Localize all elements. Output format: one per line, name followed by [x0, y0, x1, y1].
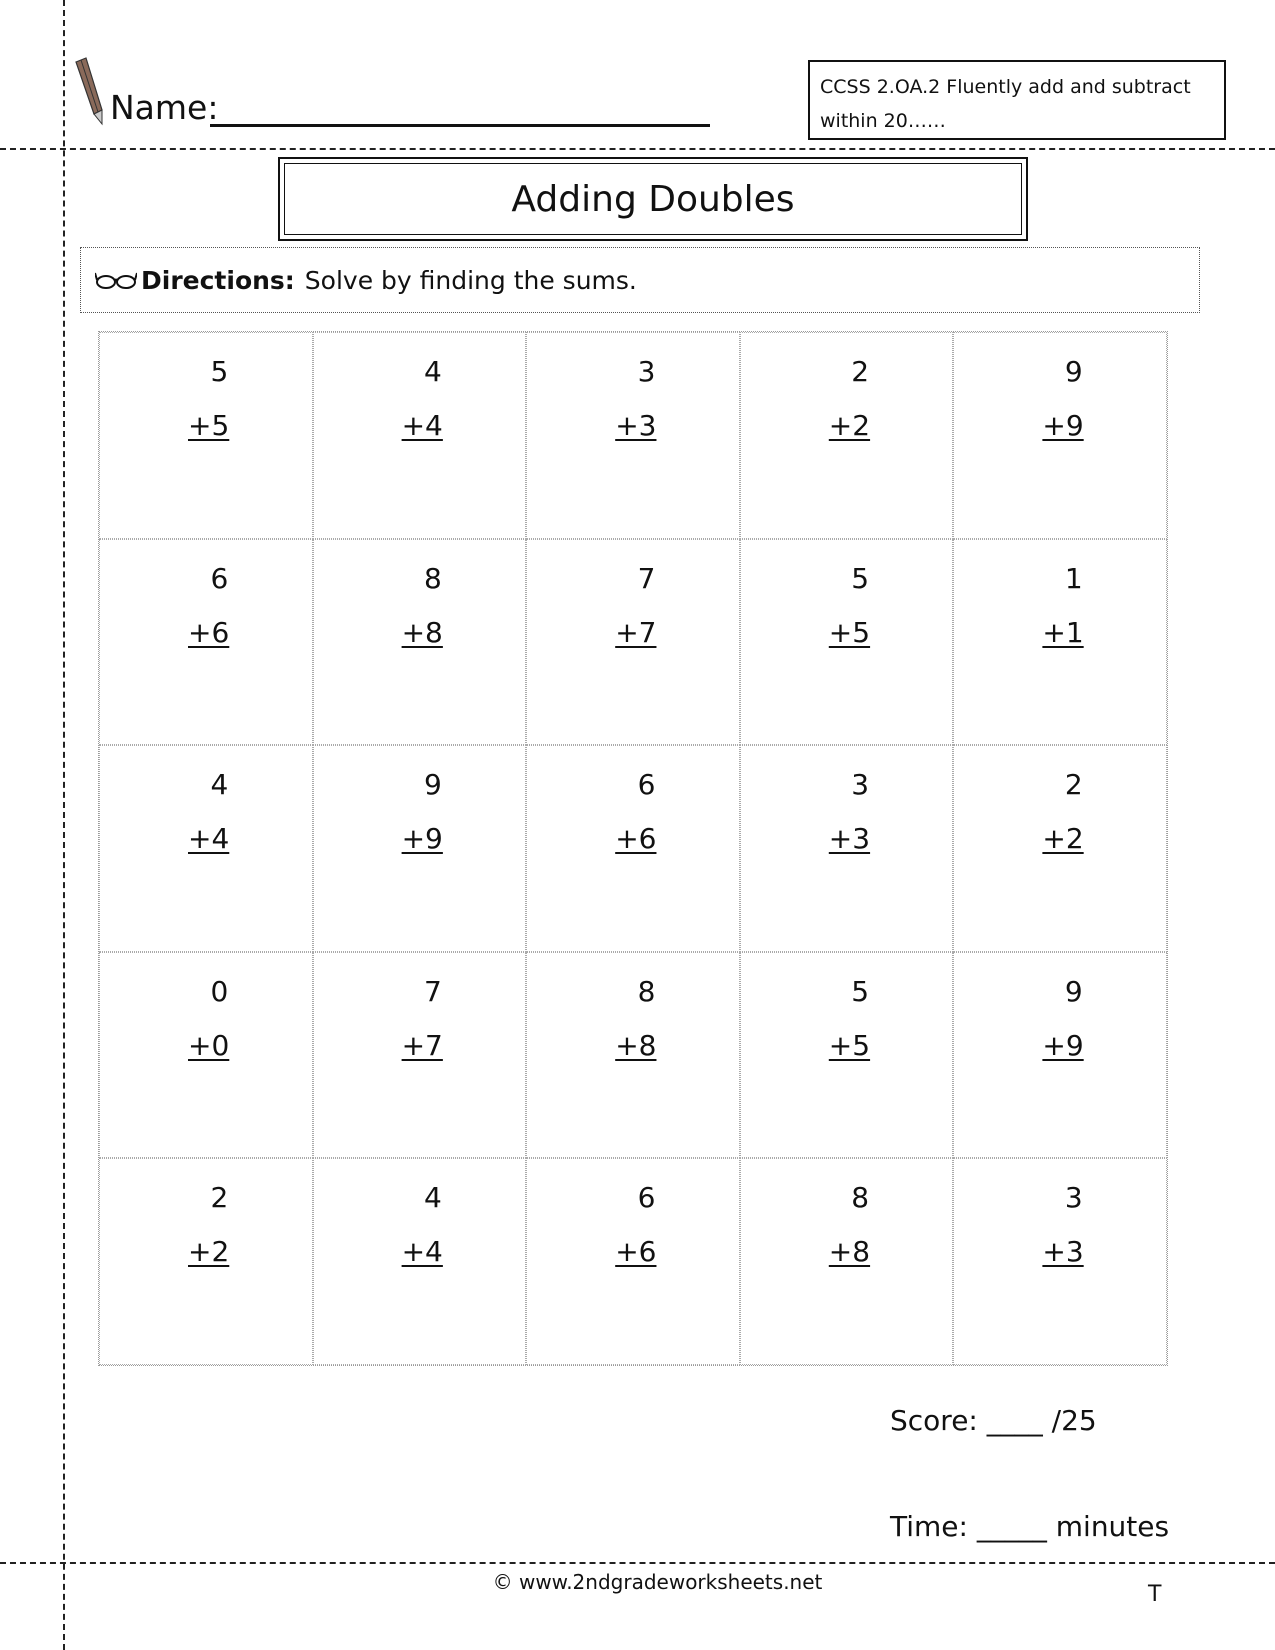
addend-bottom: +1 [1042, 615, 1084, 649]
addend-top: 9 [424, 768, 442, 802]
problem-cell[interactable] [953, 1158, 1167, 1365]
addend-top: 9 [1064, 355, 1083, 388]
margin-cut-line-vertical [63, 0, 65, 1650]
problem-cell[interactable] [99, 745, 313, 952]
title-box [278, 157, 1028, 241]
addend-bottom: +6 [615, 1235, 657, 1269]
glasses-icon [95, 270, 137, 290]
addend-bottom: +8 [828, 1235, 871, 1269]
addend-bottom: +4 [188, 822, 230, 856]
directions-label: Directions: [141, 265, 295, 295]
ccss-standard-box: CCSS 2.OA.2 Fluently add and subtract within 20…… [808, 60, 1226, 140]
addend-bottom: +5 [188, 409, 230, 442]
addend-bottom: +2 [188, 1235, 230, 1269]
addend-bottom: +6 [188, 615, 230, 649]
addend-bottom: +6 [615, 822, 657, 856]
problem-cell[interactable] [313, 952, 527, 1159]
problem-cell[interactable] [526, 952, 740, 1159]
problem-cell[interactable] [99, 539, 313, 746]
problem-cell[interactable] [313, 1158, 527, 1365]
addend-top: 3 [637, 355, 656, 388]
addend-top: 6 [637, 768, 656, 802]
problem-cell[interactable] [740, 332, 954, 539]
cut-line-bottom [0, 1562, 1275, 1564]
addend-top: 2 [1064, 768, 1083, 802]
addend-bottom: +4 [401, 1235, 443, 1269]
problem-cell[interactable] [526, 1158, 740, 1365]
time-field[interactable]: Time: _____ minutes [890, 1510, 1170, 1543]
addend-top: 4 [424, 1181, 442, 1215]
addend-top: 2 [851, 355, 870, 388]
addend-top: 7 [424, 974, 442, 1008]
addend-top: 6 [637, 1181, 656, 1215]
directions-box [80, 247, 1200, 313]
copyright-footer: © www.2ndgradeworksheets.net [492, 1570, 823, 1594]
problem-cell[interactable] [99, 1158, 313, 1365]
problem-cell[interactable] [313, 332, 527, 539]
problem-grid [98, 331, 1168, 1366]
addend-bottom: +3 [615, 409, 657, 442]
problem-cell[interactable] [313, 745, 527, 952]
addend-top: 5 [210, 355, 229, 388]
addend-bottom: +7 [615, 615, 657, 649]
problem-cell[interactable] [953, 745, 1167, 952]
addend-bottom: +5 [828, 1028, 871, 1062]
addend-top: 9 [1064, 974, 1083, 1008]
addend-top: 5 [851, 561, 870, 595]
addend-bottom: +4 [401, 409, 443, 442]
addend-top: 8 [851, 1181, 870, 1215]
problem-cell[interactable] [99, 952, 313, 1159]
problem-cell[interactable] [953, 332, 1167, 539]
addend-top: 4 [210, 768, 229, 802]
addend-bottom: +9 [1042, 1028, 1084, 1062]
addend-top: 7 [637, 561, 656, 595]
addend-bottom: +3 [1042, 1235, 1084, 1269]
addend-bottom: +9 [1042, 409, 1084, 442]
addend-bottom: +9 [401, 822, 443, 856]
problem-cell[interactable] [740, 1158, 954, 1365]
problem-cell[interactable] [313, 539, 527, 746]
problem-cell[interactable] [740, 539, 954, 746]
addend-bottom: +2 [828, 409, 871, 442]
worksheet-title: Adding Doubles [284, 163, 1022, 235]
problem-cell[interactable] [526, 745, 740, 952]
addend-top: 8 [424, 561, 442, 595]
problem-cell[interactable] [953, 539, 1167, 746]
addend-top: 5 [851, 974, 870, 1008]
addend-bottom: +8 [401, 615, 443, 649]
cut-line-top [0, 148, 1275, 150]
addend-bottom: +8 [615, 1028, 657, 1062]
addend-bottom: +7 [401, 1028, 443, 1062]
addend-bottom: +2 [1042, 822, 1084, 856]
addend-bottom: +3 [828, 822, 871, 856]
problem-cell[interactable] [740, 952, 954, 1159]
addend-top: 4 [424, 355, 442, 388]
problem-cell[interactable] [526, 539, 740, 746]
addend-bottom: +5 [828, 615, 871, 649]
problem-cell[interactable] [953, 952, 1167, 1159]
name-label: Name: [110, 88, 219, 127]
problem-cell[interactable] [740, 745, 954, 952]
score-field[interactable]: Score: ____ /25 [890, 1404, 1097, 1437]
addend-bottom: +0 [188, 1028, 230, 1062]
addend-top: 8 [637, 974, 656, 1008]
addend-top: 6 [210, 561, 229, 595]
name-field[interactable] [210, 124, 710, 127]
problem-cell[interactable] [526, 332, 740, 539]
pencil-icon [72, 56, 106, 126]
addend-top: 3 [851, 768, 870, 802]
addend-top: 3 [1064, 1181, 1083, 1215]
addend-top: 1 [1064, 561, 1083, 595]
corner-mark: T [1148, 1582, 1162, 1607]
directions-text: Solve by finding the sums. [304, 265, 637, 295]
problem-cell[interactable] [99, 332, 313, 539]
addend-top: 2 [210, 1181, 229, 1215]
addend-top: 0 [210, 974, 229, 1008]
